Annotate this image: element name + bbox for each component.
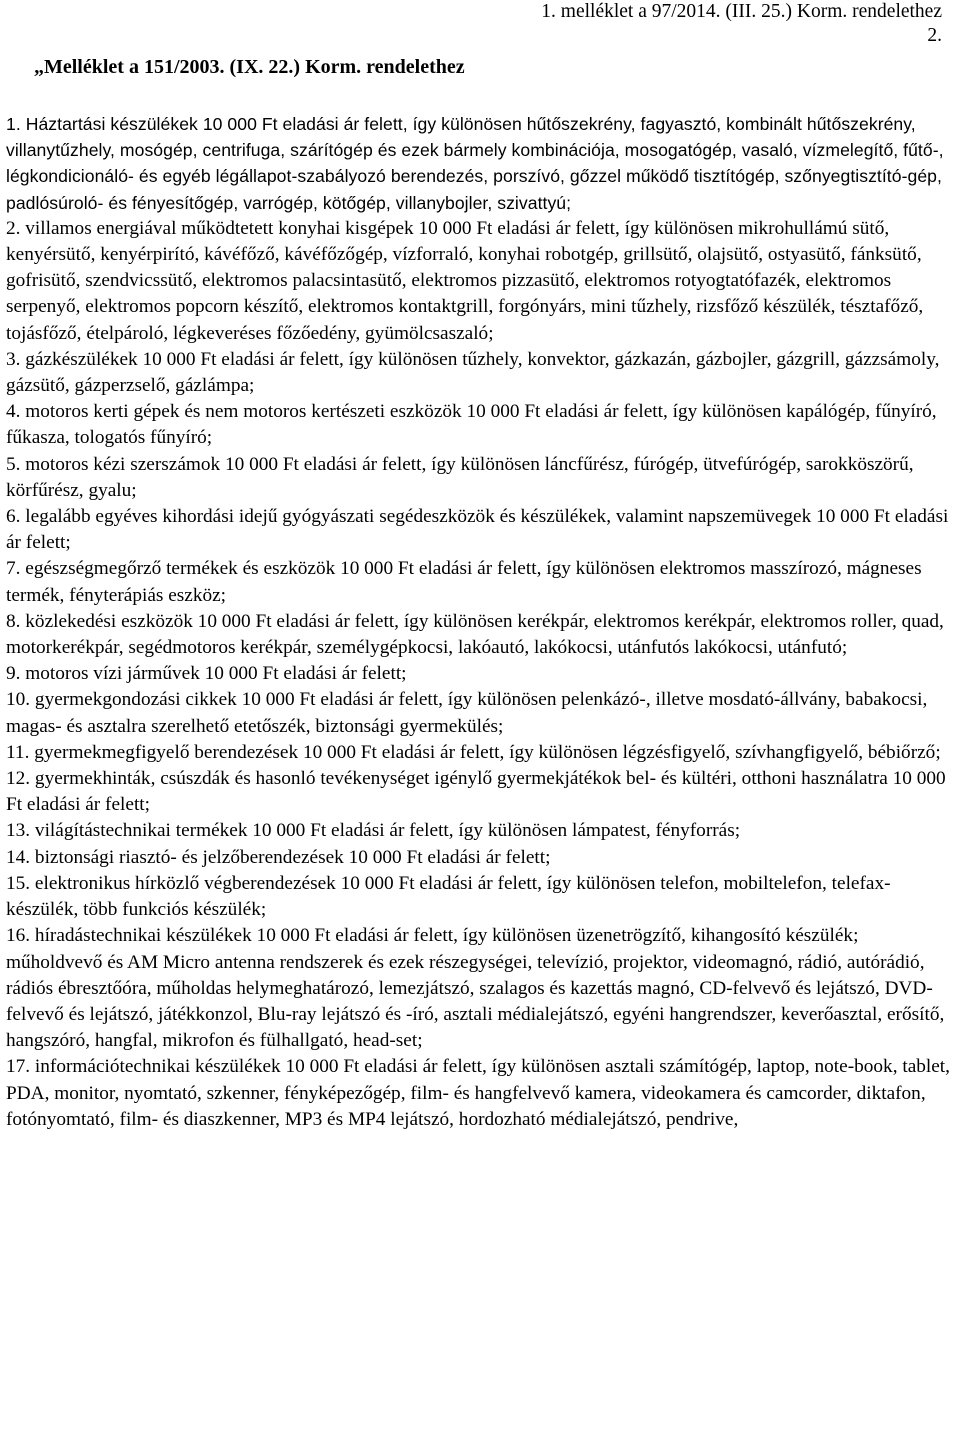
list-item-15: 15. elektronikus hírközlő végberendezések 10 000 Ft eladási ár felett, így különösen telefon, mobiltelefon, telefax- készülék, több funkciós készülék; (6, 872, 891, 921)
list-item-9: 9. motoros vízi járművek 10 000 Ft eladási ár felett; (6, 663, 407, 685)
list-item-3: 3. gázkészülékek 10 000 Ft eladási ár felett, így különösen tűzhely, konvektor, gázkazán, gázbojler, gázgrill, gázzsámoly, gázsütő, gázperzselő, gázlámpa; (6, 348, 940, 397)
item-list (6, 111, 954, 1133)
list-item-16: 16. híradástechnikai készülékek 10 000 Ft eladási ár felett, így különösen üzenetrögzítő, kihangosító készülék; műholdvevő és AM Micro antenna rendszerek és ezek részegységei, televízió, projektor, videomagnó, rádió, autórádió, rádiós ébresztőóra, műholdas helymeghatározó, lemezjátszó, szalagos és kazettás magnó, CD-felvevő és lejátszó, DVD-felvevő és lejátszó, játékkonzol, Blu-ray lejátszó és -író, asztali médialejátszó, egyéni hangrendszer, keverőasztal, erősítő, hangszóró, hangfal, mikrofon és fülhallgató, head-set; (6, 925, 945, 1052)
list-item-14: 14. biztonsági riasztó- és jelzőberendezések 10 000 Ft eladási ár felett; (6, 846, 551, 868)
document-title: „Melléklet a 151/2003. (IX. 22.) Korm. rendelethez (34, 56, 465, 78)
list-item-7: 7. egészségmegőrző termékek és eszközök 10 000 Ft eladási ár felett, így különösen elektromos masszírozó, mágneses termék, fényterápiás eszköz; (6, 558, 922, 606)
list-item-4: 4. motoros kerti gépek és nem motoros kertészeti eszközök 10 000 Ft eladási ár felett, így különösen kapálógép, fűnyíró, fűkasza, tologatós fűnyíró; (6, 401, 937, 449)
annex-reference-line: 1. melléklet a 97/2014. (III. 25.) Korm. rendelethez (541, 1, 942, 22)
list-item-5: 5. motoros kézi szerszámok 10 000 Ft eladási ár felett, így különösen láncfűrész, fúrógép, ütvefúrógép, sarokköszörű, körfűrész, gyalu; (6, 453, 914, 501)
annex-reference-tail: 2. (927, 25, 942, 46)
list-item-11: 11. gyermekmegfigyelő berendezések 10 000 Ft eladási ár felett, így különösen légzésfigyelő, szívhangfigyelő, bébiőrző; (6, 741, 941, 763)
list-item-1: 1. Háztartási készülékek 10 000 Ft eladási ár felett, így különösen hűtőszekrény, fagyasztó, kombinált hűtőszekrény, villanytűzhely, mosógép, centrifuga, szárítógép és ezek bármely kombinációja, mosogatógép, vasaló, vízmelegítő, fűtő-, légkondicionáló- és egyéb légállapot-szabályozó berendezés, porszívó, gőzzel működő tisztítógép, szőnyegtisztító-gép, padlósúroló- és fényesítőgép, varrógép, kötőgép, villanybojler, szivattyú; (6, 114, 944, 213)
list-item-12: 12. gyermekhinták, csúszdák és hasonló tevékenységet igénylő gyermekjátékok bel- és kültéri, otthoni használatra 10 000 Ft eladási ár felett; (6, 768, 946, 816)
annex-reference (541, 0, 942, 48)
list-item-10: 10. gyermekgondozási cikkek 10 000 Ft eladási ár felett, így különösen pelenkázó-, illetve mosdató-állvány, babakocsi, magas- és asztalra szerelhető etetőszék, biztonsági gyermekülés; (6, 689, 928, 737)
list-item-13: 13. világítástechnikai termékek 10 000 Ft eladási ár felett, így különösen lámpatest, fényforrás; (6, 820, 741, 842)
list-item-2: 2. villamos energiával működtetett konyhai kisgépek 10 000 Ft eladási ár felett, így különösen mikrohullámú sütő, kenyérsütő, kenyérpirító, kávéfőző, kávéfőzőgép, vízforraló, konyhai robotgép, grillsütő, olajsütő, ostyasütő, fánksütő, gofrisütő, szendvicssütő, elektromos palacsintasütő, elektromos pizzasütő, elektromos rotyogtatófazék, elektromos serpenyő, elektromos popcorn készítő, elektromos kontaktgrill, forgónyárs, mini tűzhely, rizsfőző készülék, tésztafőző, tojásfőző, ételpároló, légkeveréses főzőedény, gyümölcsaszaló; (6, 217, 924, 344)
list-item-8: 8. közlekedési eszközök 10 000 Ft eladási ár felett, így különösen kerékpár, elektromos kerékpár, elektromos roller, quad, motorkerékpár, segédmotoros kerékpár, személygépkocsi, lakóautó, lakókocsi, utánfutós lakókocsi, utánfutó; (6, 610, 944, 659)
list-item-6: 6. legalább egyéves kihordási idejű gyógyászati segédeszközök és készülékek, valamint napszemüvegek 10 000 Ft eladási ár felett; (6, 506, 949, 554)
list-item-17: 17. információtechnikai készülékek 10 000 Ft eladási ár felett, így különösen asztali számítógép, laptop, note-book, tablet, PDA, monitor, nyomtató, szkenner, fényképezőgép, film- és hangfelvevő kamera, videokamera és camcorder, diktafon, fotónyomtató, film- és diaszkenner, MP3 és MP4 lejátszó, hordozható médialejátszó, pendrive, (6, 1056, 950, 1130)
